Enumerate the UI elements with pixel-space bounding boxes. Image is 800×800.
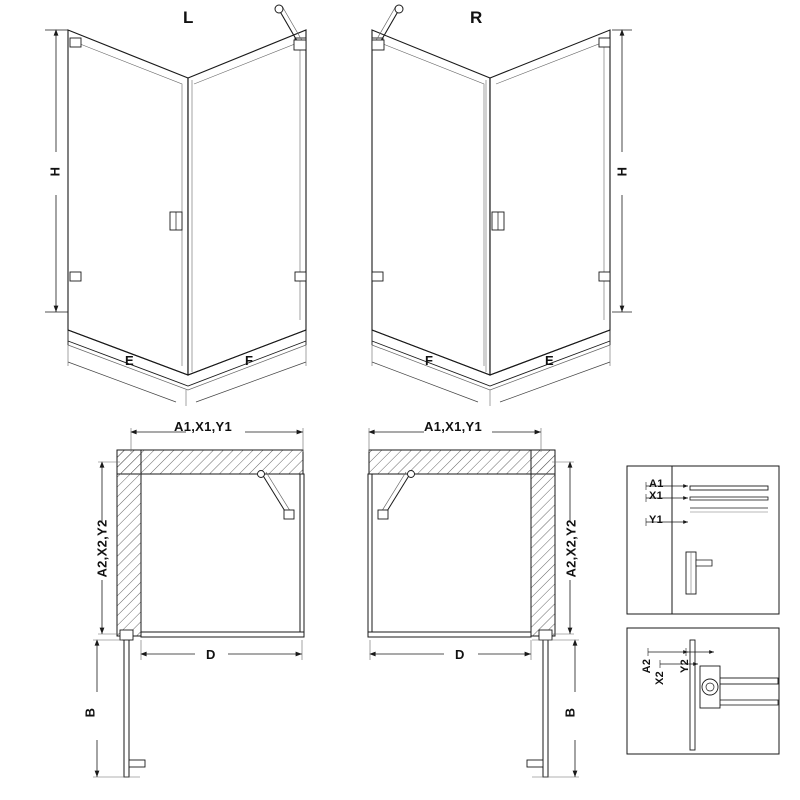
- detail-label-y1: Y1: [649, 514, 664, 526]
- dim-e-right: E: [545, 353, 554, 368]
- dim-b-left: B: [82, 707, 98, 718]
- dim-a2x2y2-left: A2,X2,Y2: [94, 519, 110, 578]
- dim-d-right: D: [455, 647, 465, 662]
- dim-h-right: H: [614, 166, 630, 177]
- dim-a1x1y1-right: A1,X1,Y1: [424, 419, 483, 434]
- detail-label-a2: A2: [641, 658, 653, 674]
- dim-e-left: E: [125, 353, 134, 368]
- dim-h-left: H: [47, 166, 63, 177]
- detail-label-y2: Y2: [679, 658, 691, 674]
- detail-label-x2: X2: [654, 670, 666, 686]
- detail-label-a1: A1: [649, 478, 664, 490]
- dim-a1x1y1-left: A1,X1,Y1: [174, 419, 233, 434]
- dim-f-right: F: [425, 353, 434, 368]
- view-label-left: L: [183, 8, 194, 27]
- dim-f-left: F: [245, 353, 254, 368]
- dim-b-right: B: [562, 707, 578, 718]
- view-label-right: R: [470, 8, 483, 27]
- dim-d-left: D: [206, 647, 216, 662]
- detail-label-x1: X1: [649, 490, 664, 502]
- dim-a2x2y2-right: A2,X2,Y2: [563, 519, 579, 578]
